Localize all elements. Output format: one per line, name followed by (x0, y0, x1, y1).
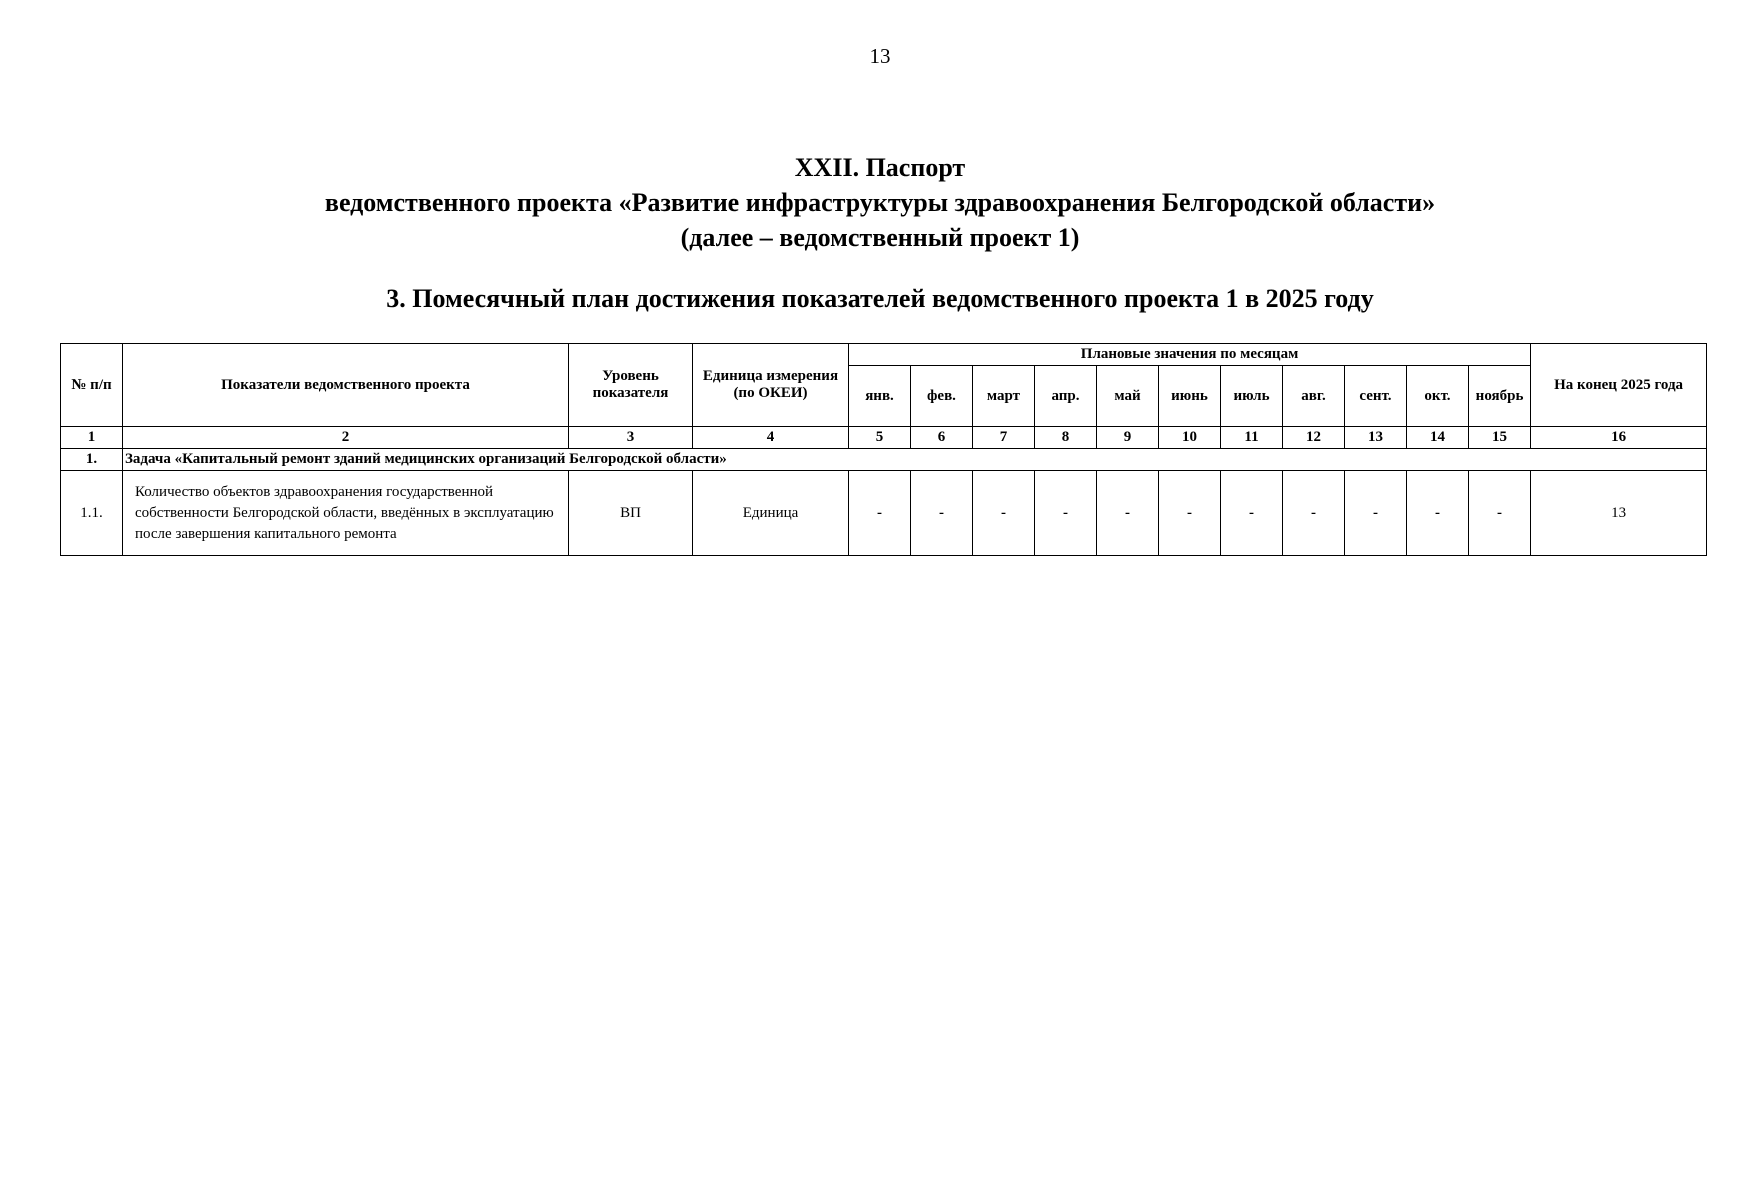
row-month-value: - (1345, 471, 1407, 556)
column-number: 1 (61, 427, 123, 449)
monthly-plan-table (60, 343, 1707, 556)
task-num: 1. (61, 449, 123, 471)
table-row (61, 471, 1707, 556)
title-line-2: ведомственного проекта «Развитие инфраструктуры здравоохранения Белгородской области» (324, 188, 1436, 217)
column-number: 3 (569, 427, 693, 449)
row-month-value: - (1097, 471, 1159, 556)
column-number: 14 (1407, 427, 1469, 449)
row-unit: Единица (693, 471, 849, 556)
column-number: 12 (1283, 427, 1345, 449)
page-number: 13 (869, 44, 891, 68)
header-month: янв. (849, 366, 911, 427)
row-indicator: Количество объектов здравоохранения государственной собственности Белгородской области, введённых в эксплуатацию после завершения капитального ремонта (123, 471, 569, 556)
header-month: июль (1221, 366, 1283, 427)
column-number: 13 (1345, 427, 1407, 449)
header-month: июнь (1159, 366, 1221, 427)
header-month: сент. (1345, 366, 1407, 427)
column-number: 5 (849, 427, 911, 449)
row-level: ВП (569, 471, 693, 556)
row-num: 1.1. (61, 471, 123, 556)
task-row (61, 449, 1707, 471)
header-month: окт. (1407, 366, 1469, 427)
header-month: фев. (911, 366, 973, 427)
passport-title (0, 150, 1760, 255)
header-month: апр. (1035, 366, 1097, 427)
header-level: Уровень показателя (569, 344, 693, 427)
column-number: 4 (693, 427, 849, 449)
column-number: 11 (1221, 427, 1283, 449)
row-month-value: - (849, 471, 911, 556)
header-unit: Единица измерения (по ОКЕИ) (693, 344, 849, 427)
row-month-value: - (1221, 471, 1283, 556)
title-line-1: XXII. Паспорт (794, 153, 966, 182)
row-month-value: - (973, 471, 1035, 556)
column-number: 6 (911, 427, 973, 449)
header-num: № п/п (61, 344, 123, 427)
column-number: 16 (1531, 427, 1707, 449)
header-month: май (1097, 366, 1159, 427)
header-month: авг. (1283, 366, 1345, 427)
section-title: 3. Помесячный план достижения показателей ведомственного проекта 1 в 2025 году (386, 284, 1374, 313)
column-number: 7 (973, 427, 1035, 449)
header-indicator: Показатели ведомственного проекта (123, 344, 569, 427)
row-year-end: 13 (1531, 471, 1707, 556)
column-number: 9 (1097, 427, 1159, 449)
title-line-3: (далее – ведомственный проект 1) (680, 223, 1080, 252)
row-month-value: - (1159, 471, 1221, 556)
row-month-value: - (1283, 471, 1345, 556)
column-number: 8 (1035, 427, 1097, 449)
row-month-value: - (911, 471, 973, 556)
header-monthly-group: Плановые значения по месяцам (849, 344, 1531, 366)
column-number: 10 (1159, 427, 1221, 449)
column-number: 15 (1469, 427, 1531, 449)
header-month: март (973, 366, 1035, 427)
row-month-value: - (1469, 471, 1531, 556)
row-month-value: - (1035, 471, 1097, 556)
header-month: ноябрь (1469, 366, 1531, 427)
task-name: Задача «Капитальный ремонт зданий медицинских организаций Белгородской области» (123, 449, 1707, 471)
row-month-value: - (1407, 471, 1469, 556)
header-year-end: На конец 2025 года (1531, 344, 1707, 427)
column-number: 2 (123, 427, 569, 449)
